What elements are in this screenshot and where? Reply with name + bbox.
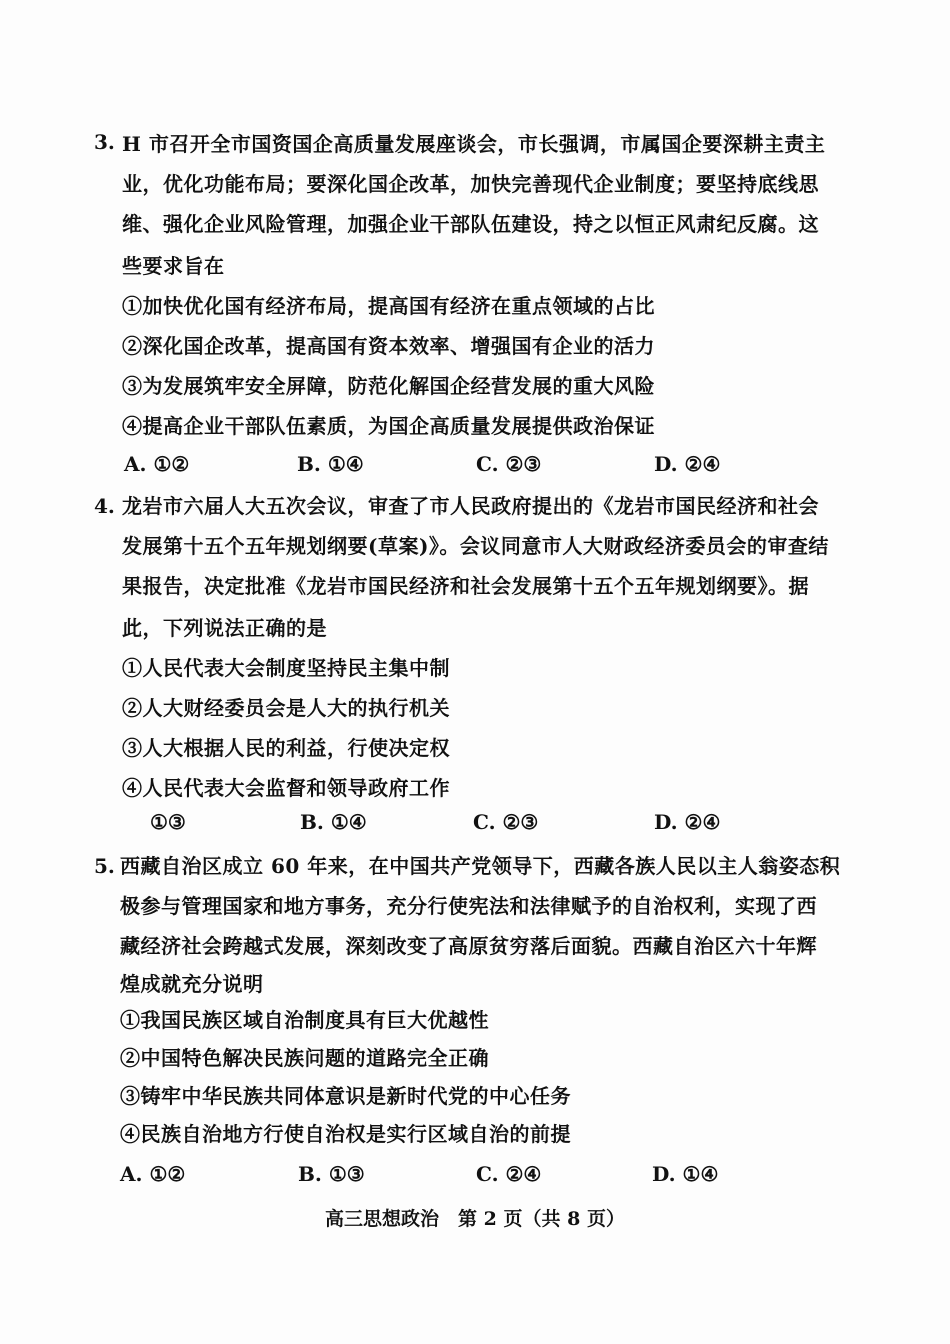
- option-b: B. ①④: [300, 810, 367, 834]
- question-stem-line: 维、强化企业风险管理，加强企业干部队伍建设，持之以恒正风肃纪反腐。这: [122, 212, 819, 236]
- option-b: B. ①③: [298, 1162, 365, 1186]
- statement: ①我国民族区域自治制度具有巨大优越性: [120, 1008, 489, 1032]
- question-number: 5.: [94, 854, 115, 878]
- question-number: 4.: [94, 494, 115, 518]
- statement: ③铸牢中华民族共同体意识是新时代党的中心任务: [120, 1084, 571, 1108]
- statement: ③为发展筑牢安全屏障，防范化解国企经营发展的重大风险: [122, 374, 655, 398]
- option-c: C. ②③: [473, 810, 539, 834]
- question-stem-line: 些要求旨在: [122, 254, 225, 278]
- statement: ②深化国企改革，提高国有资本效率、增强国有企业的活力: [122, 334, 655, 358]
- option-b: B. ①④: [297, 452, 364, 476]
- question-stem-line: H 市召开全市国资国企高质量发展座谈会，市长强调，市属国企要深耕主责主: [122, 132, 826, 156]
- question-stem-line: 此，下列说法正确的是: [122, 616, 327, 640]
- option-a: A. ①②: [120, 1162, 186, 1186]
- statement: ④提高企业干部队伍素质，为国企高质量发展提供政治保证: [122, 414, 655, 438]
- statement: ①人民代表大会制度坚持民主集中制: [122, 656, 450, 680]
- question-stem-line: 煌成就充分说明: [120, 972, 264, 996]
- question-number: 3.: [94, 130, 115, 154]
- page-footer: 高三思想政治 第 2 页（共 8 页）: [325, 1208, 625, 1230]
- option-d: D. ①④: [652, 1162, 719, 1186]
- question-stem-line: 发展第十五个五年规划纲要(草案)》。会议同意市人大财政经济委员会的审查结: [122, 534, 829, 558]
- question-stem-line: 西藏自治区成立 60 年来，在中国共产党领导下，西藏各族人民以主人翁姿态积: [120, 854, 841, 878]
- question-stem-line: 极参与管理国家和地方事务，充分行使宪法和法律赋予的自治权利，实现了西: [120, 894, 817, 918]
- statement: ④人民代表大会监督和领导政府工作: [122, 776, 450, 800]
- question-stem-line: 业，优化功能布局；要深化国企改革，加快完善现代企业制度；要坚持底线思: [122, 172, 819, 196]
- option-a: ①③: [150, 810, 186, 834]
- statement: ③人大根据人民的利益，行使决定权: [122, 736, 450, 760]
- option-d: D. ②④: [654, 810, 721, 834]
- statement: ①加快优化国有经济布局，提高国有经济在重点领域的占比: [122, 294, 655, 318]
- question-stem-line: 龙岩市六届人大五次会议，审查了市人民政府提出的《龙岩市国民经济和社会: [122, 494, 819, 518]
- option-c: C. ②③: [476, 452, 542, 476]
- question-stem-line: 果报告，决定批准《龙岩市国民经济和社会发展第十五个五年规划纲要》。据: [122, 574, 809, 598]
- statement: ②人大财经委员会是人大的执行机关: [122, 696, 450, 720]
- statement: ②中国特色解决民族问题的道路完全正确: [120, 1046, 489, 1070]
- option-d: D. ②④: [654, 452, 721, 476]
- statement: ④民族自治地方行使自治权是实行区域自治的前提: [120, 1122, 571, 1146]
- option-a: A. ①②: [124, 452, 190, 476]
- question-stem-line: 藏经济社会跨越式发展，深刻改变了高原贫穷落后面貌。西藏自治区六十年辉: [120, 934, 817, 958]
- option-c: C. ②④: [476, 1162, 542, 1186]
